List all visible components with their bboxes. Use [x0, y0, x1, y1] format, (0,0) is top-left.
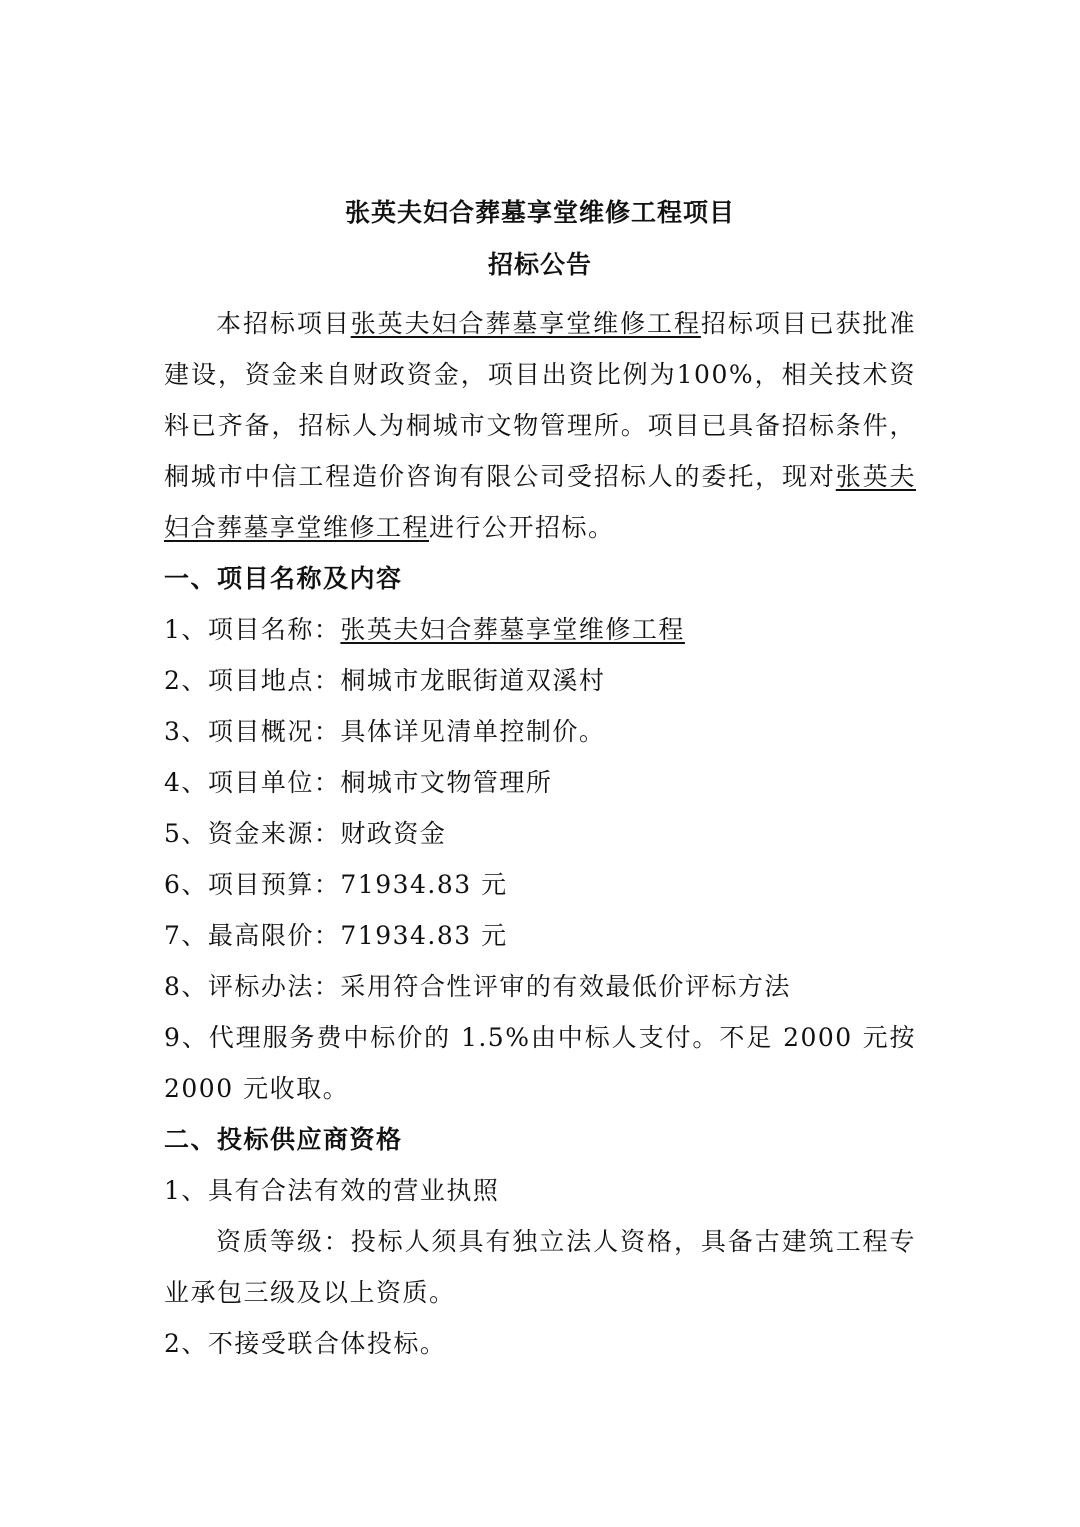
section2-item1: 1、具有合法有效的营业执照 — [164, 1176, 500, 1205]
section1-item8: 8、评标办法：采用符合性评审的有效最低价评标方法 — [164, 972, 791, 1001]
section1-item2: 2、项目地点：桐城市龙眠街道双溪村 — [164, 666, 606, 695]
intro-text-2: 招标项目已获批准建设，资金来自财政资金，项目出资比例为100%，相关技术资料已齐备，招标人为桐城市文物管理所。项目已具备招标条件，桐城市中信工程造价咨询有限公司受招标人的委托，现对 — [164, 309, 916, 491]
section1-item4: 4、项目单位：桐城市文物管理所 — [164, 768, 553, 797]
item1-label: 1、项目名称： — [164, 615, 341, 644]
intro-paragraph — [164, 298, 916, 553]
section1-item1 — [164, 604, 916, 655]
section1-item9: 9、代理服务费中标价的 1.5%由中标人支付。不足 2000 元按 2000 元收取。 — [164, 1023, 916, 1103]
section1-heading: 一、项目名称及内容 — [164, 564, 403, 593]
document-page — [164, 196, 916, 1369]
section2-qualification: 资质等级：投标人须具有独立法人资格，具备古建筑工程专业承包三级及以上资质。 — [164, 1227, 916, 1307]
intro-project-name: 张英夫妇合葬墓享堂维修工程 — [350, 309, 701, 338]
section2-heading: 二、投标供应商资格 — [164, 1125, 403, 1154]
section1-item5: 5、资金来源：财政资金 — [164, 819, 447, 848]
section1-item3: 3、项目概况：具体详见清单控制价。 — [164, 717, 606, 746]
intro-text-1: 本招标项目 — [216, 309, 351, 338]
intro-text-3: 进行公开招标。 — [429, 513, 615, 542]
intro-project-name-2: 张英夫妇合葬墓享堂维修工程 — [164, 462, 916, 542]
item1-value: 张英夫妇合葬墓享堂维修工程 — [340, 615, 685, 644]
section1-item6: 6、项目预算：71934.83 元 — [164, 870, 508, 899]
document-subtitle: 招标公告 — [487, 250, 592, 279]
section1-item7: 7、最高限价：71934.83 元 — [164, 921, 508, 950]
document-title: 张英夫妇合葬墓享堂维修工程项目 — [344, 198, 735, 227]
section2-item2: 2、不接受联合体投标。 — [164, 1329, 447, 1358]
